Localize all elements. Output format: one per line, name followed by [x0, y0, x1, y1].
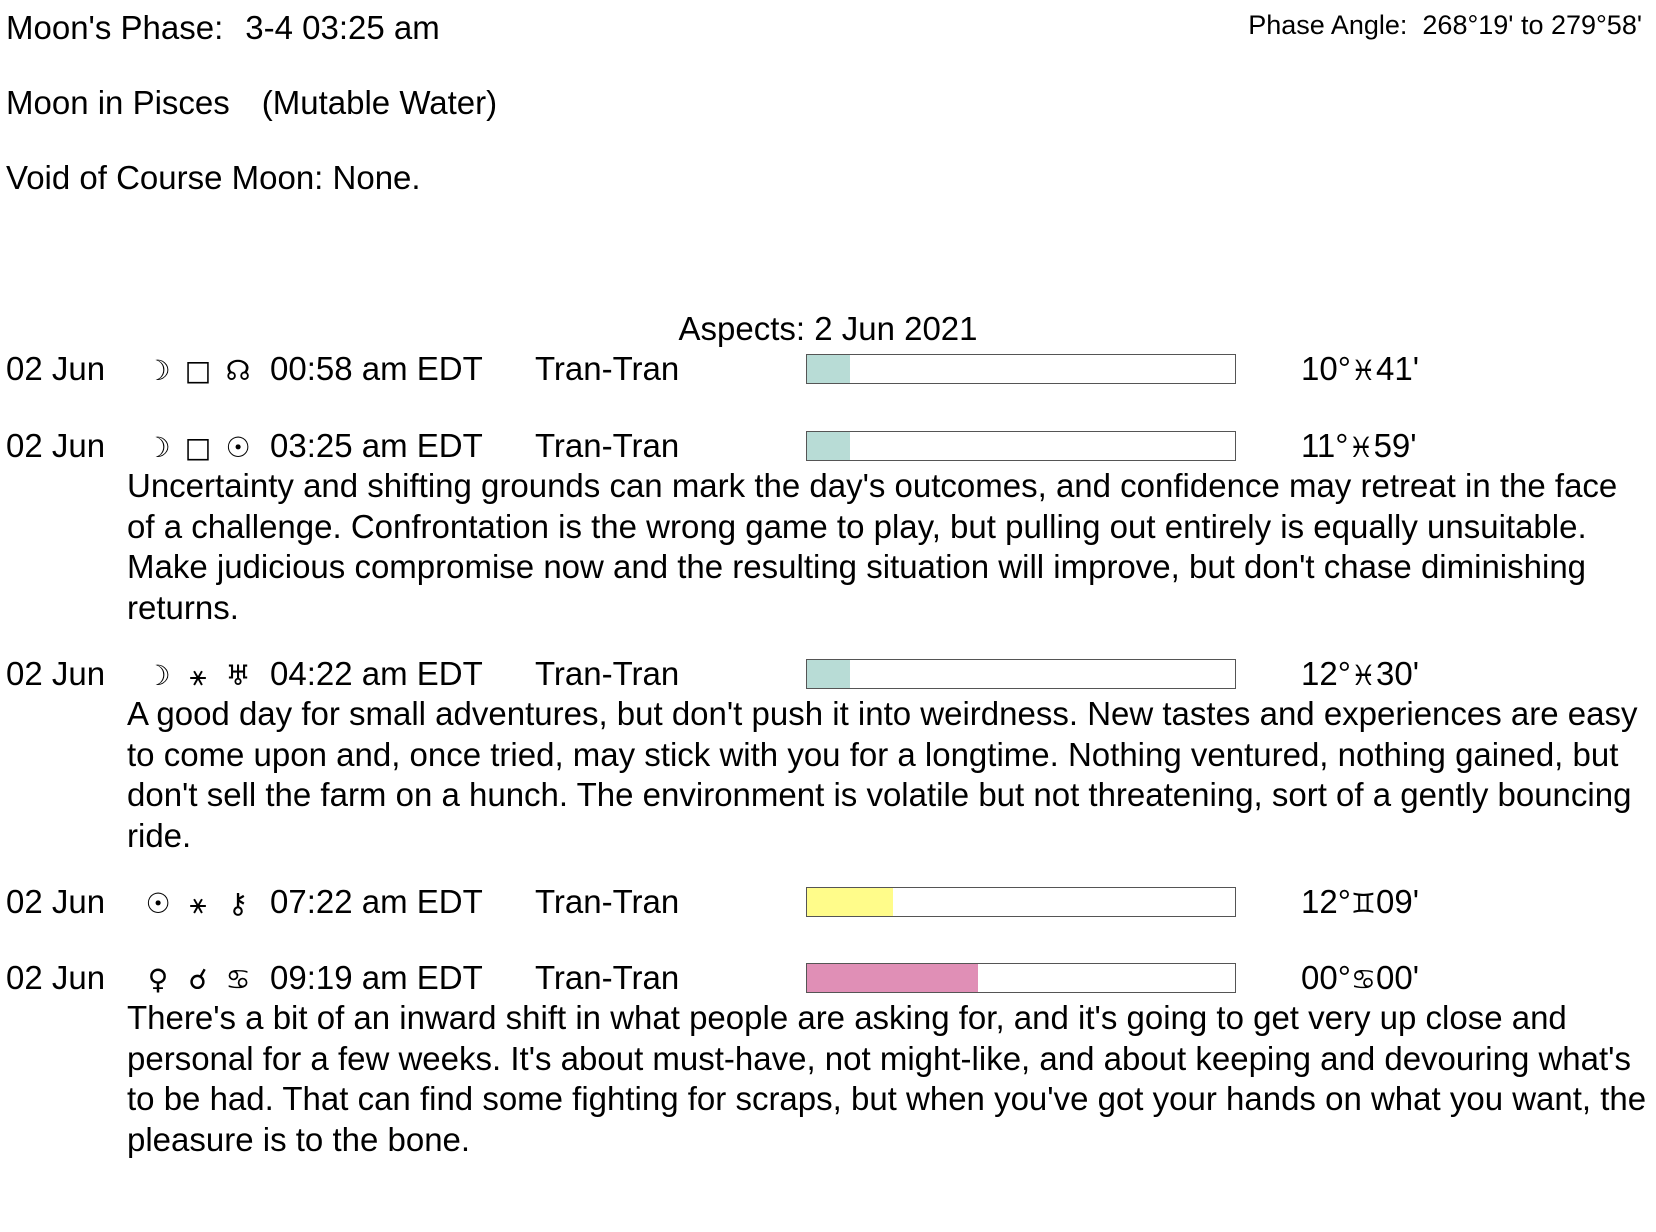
position-degree: 11°	[1301, 427, 1349, 464]
planet2-glyph-icon: ⚷	[227, 887, 249, 920]
aspect-glyphs	[138, 349, 258, 391]
planet1-glyph-icon: ☽	[145, 431, 171, 464]
aspect-glyphs	[138, 958, 258, 1000]
aspect-date: 02 Jun	[6, 350, 106, 387]
moon-quality: (Mutable Water)	[261, 84, 498, 121]
aspect-date: 02 Jun	[6, 427, 106, 464]
zodiac-sign-icon: ♓	[1350, 354, 1377, 387]
aspect-date: 02 Jun	[6, 883, 106, 920]
aspect-glyph-icon: ⚹	[189, 887, 207, 920]
aspect-glyph-icon: □	[184, 431, 212, 464]
aspect-position	[1301, 349, 1419, 391]
aspect-glyph-icon: ⚹	[189, 659, 207, 692]
strength-bar-fill	[807, 888, 893, 916]
aspect-position	[1301, 654, 1419, 696]
aspect-glyph-icon: ☌	[188, 963, 208, 996]
aspect-position	[1301, 958, 1419, 1000]
phase-angle-value: 268°19' to 279°58'	[1422, 10, 1642, 40]
strength-bar-fill	[807, 660, 850, 688]
aspect-entry	[0, 426, 1656, 628]
moon-sign-line	[6, 83, 497, 123]
position-minutes: 41'	[1376, 350, 1420, 387]
aspect-time: 09:19 am EDT	[270, 959, 483, 996]
strength-bar	[806, 354, 1236, 384]
planet1-glyph-icon: ☽	[145, 659, 171, 692]
strength-bar	[806, 963, 1236, 993]
strength-bar	[806, 659, 1236, 689]
moon-phase-line	[6, 8, 440, 48]
aspect-position	[1301, 426, 1417, 468]
aspects-title: Aspects: 2 Jun 2021	[678, 310, 978, 347]
aspect-time: 03:25 am EDT	[270, 427, 483, 464]
position-minutes: 00'	[1376, 959, 1420, 996]
aspect-glyphs	[138, 654, 258, 696]
aspect-kind: Tran-Tran	[535, 883, 680, 920]
position-minutes: 59'	[1373, 427, 1417, 464]
moon-phase-label: Moon's Phase:	[6, 9, 224, 46]
zodiac-sign-icon: ♓	[1350, 659, 1377, 692]
zodiac-sign-icon: ♓	[1348, 431, 1374, 464]
aspect-kind: Tran-Tran	[535, 655, 680, 692]
planet2-glyph-icon: ☉	[225, 431, 251, 464]
aspect-time: 07:22 am EDT	[270, 883, 483, 920]
position-degree: 00°	[1301, 959, 1351, 996]
moon-sign: Moon in Pisces	[6, 84, 230, 121]
aspect-row	[0, 349, 1656, 389]
aspect-glyphs	[138, 426, 258, 468]
aspect-description: There's a bit of an inward shift in what people are asking for, and it's going to get very up close and personal for a few weeks. It's about must-have, not might-like, and about keeping and devouring what's to be had. That can find some fighting for scraps, but when you've got your hands on what you want, the pleasure is to the bone.	[127, 999, 1647, 1158]
phase-angle-line	[1248, 8, 1642, 42]
position-degree: 12°	[1301, 655, 1351, 692]
strength-bar-fill	[807, 964, 978, 992]
aspect-row	[0, 958, 1656, 998]
aspect-kind: Tran-Tran	[535, 350, 680, 387]
position-minutes: 30'	[1376, 655, 1420, 692]
aspect-time: 04:22 am EDT	[270, 655, 483, 692]
position-degree: 12°	[1301, 883, 1351, 920]
zodiac-sign-icon: ♊	[1350, 887, 1377, 920]
position-degree: 10°	[1301, 350, 1351, 387]
aspect-row	[0, 882, 1656, 922]
aspect-date: 02 Jun	[6, 959, 106, 996]
aspect-description: Uncertainty and shifting grounds can mark the day's outcomes, and confidence may retreat in the face of a challenge. Confrontation is the wrong game to play, but pulling out entirely is equally unsuitable. Make judicious compromise now and the resulting situation will improve, but don't chase diminishing returns.	[127, 467, 1618, 626]
zodiac-sign-icon: ♋	[1350, 963, 1377, 996]
moon-phase-value: 3-4 03:25 am	[245, 9, 440, 46]
aspect-glyphs	[138, 882, 258, 924]
planet1-glyph-icon: ☉	[145, 887, 171, 920]
strength-bar-fill	[807, 432, 850, 460]
aspect-kind: Tran-Tran	[535, 427, 680, 464]
aspect-kind: Tran-Tran	[535, 959, 680, 996]
aspect-entry	[0, 882, 1656, 922]
void-of-course: Void of Course Moon: None.	[6, 159, 421, 196]
strength-bar	[806, 887, 1236, 917]
strength-bar	[806, 431, 1236, 461]
aspect-row	[0, 426, 1656, 466]
aspect-entry	[0, 654, 1656, 856]
planet2-glyph-icon: ♅	[225, 659, 251, 692]
planet2-glyph-icon: ☊	[225, 354, 251, 387]
aspect-date: 02 Jun	[6, 655, 106, 692]
aspect-row	[0, 654, 1656, 694]
aspect-time: 00:58 am EDT	[270, 350, 483, 387]
aspect-entry	[0, 349, 1656, 389]
strength-bar-fill	[807, 355, 850, 383]
planet1-glyph-icon: ☽	[145, 354, 171, 387]
aspect-glyph-icon: □	[184, 354, 212, 387]
aspect-position	[1301, 882, 1419, 924]
position-minutes: 09'	[1376, 883, 1420, 920]
planet2-glyph-icon: ♋	[225, 963, 251, 996]
planet1-glyph-icon: ♀	[147, 963, 169, 996]
aspect-entry	[0, 958, 1656, 1160]
aspect-description: A good day for small adventures, but don't push it into weirdness. New tastes and experiences are easy to come upon and, once tried, may stick with you for a longtime. Nothing ventured, nothing gained, but don't sell the farm on a hunch. The environment is volatile but not threatening, sort of a gently bouncing ride.	[127, 695, 1638, 854]
phase-angle-label: Phase Angle:	[1248, 10, 1408, 40]
